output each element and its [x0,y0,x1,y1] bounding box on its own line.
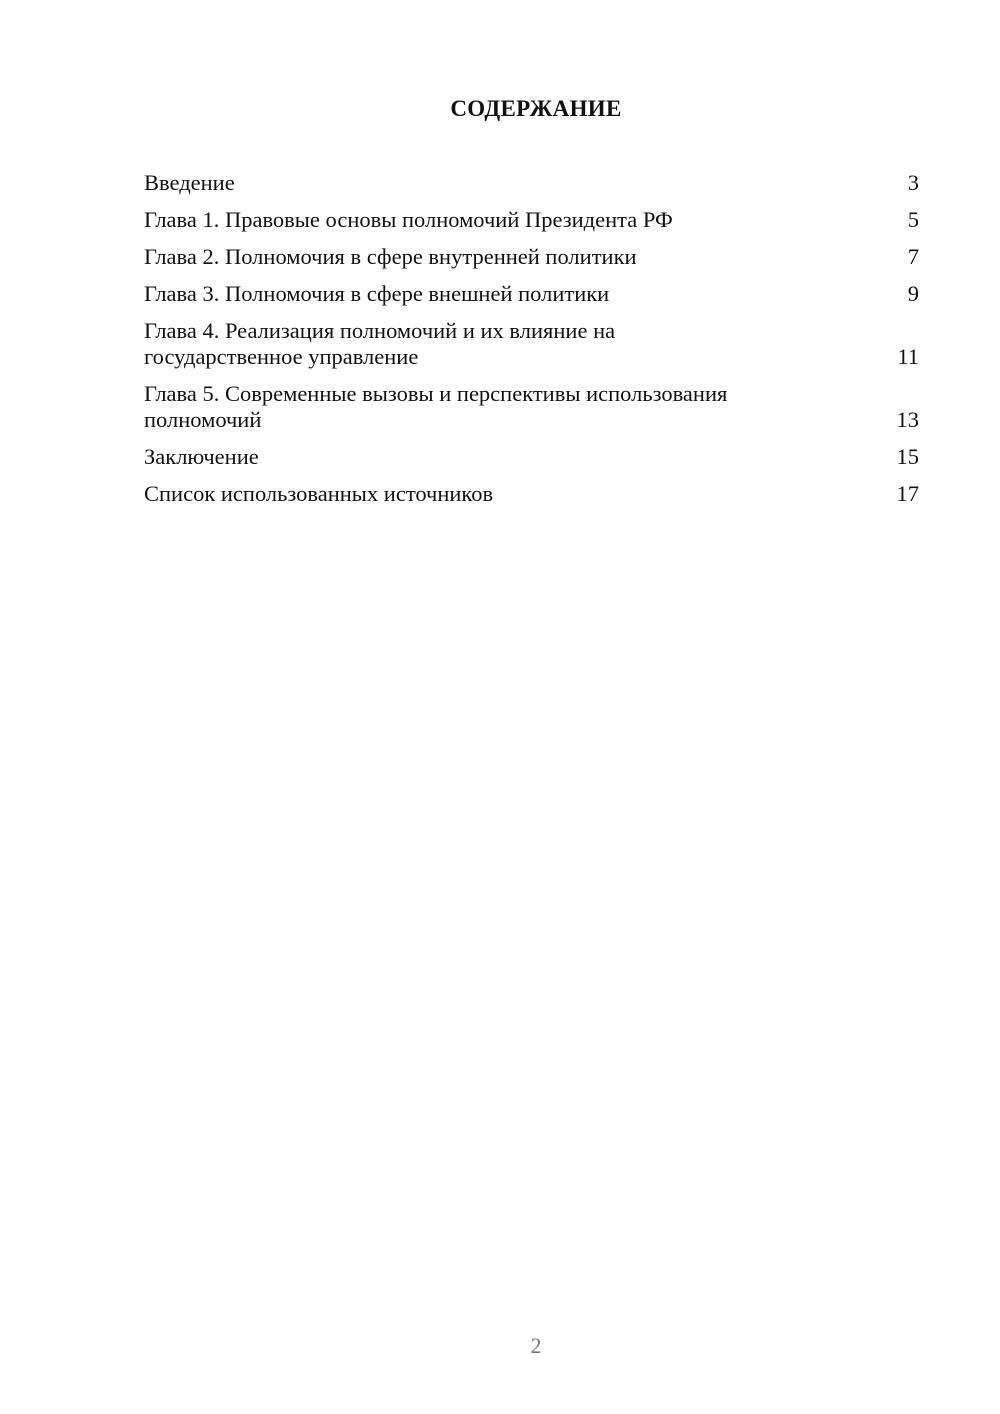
toc-entry [144,318,919,370]
toc-entry-page: 3 [907,170,919,195]
toc-entry [144,244,919,270]
toc-entry-page: 5 [907,207,919,232]
toc-entry [144,207,919,233]
toc-entry [144,281,919,307]
toc-entry [144,444,919,470]
toc-entry-text: Список использованных источников [144,481,494,506]
toc-entry-text: Заключение [144,444,259,469]
toc-entry-page: 7 [907,244,919,269]
toc-title: СОДЕРЖАНИЕ [450,96,622,121]
page-number: 2 [530,1333,542,1358]
toc-list [144,170,919,518]
toc-entry-text-line: Глава 4. Реализация полномочий и их влияние на [144,318,616,343]
toc-entry-page: 11 [897,344,919,369]
toc-entry-page: 9 [907,281,919,306]
toc-entry-text-line: государственное управление [144,344,419,369]
toc-entry-page: 17 [896,481,919,506]
toc-entry-text: Глава 1. Правовые основы полномочий Президента РФ [144,207,673,232]
toc-entry-text: Глава 2. Полномочия в сфере внутренней политики [144,244,637,269]
toc-entry-page: 13 [896,407,919,432]
toc-entry [144,170,919,196]
toc-entry-text-line: полномочий [144,407,262,432]
toc-entry-text-line: Глава 5. Современные вызовы и перспективы использования [144,381,728,406]
toc-entry [144,381,919,433]
toc-entry-text: Глава 3. Полномочия в сфере внешней политики [144,281,610,306]
toc-entry-page: 15 [896,444,919,469]
toc-entry [144,481,919,507]
toc-entry-text: Введение [144,170,235,195]
